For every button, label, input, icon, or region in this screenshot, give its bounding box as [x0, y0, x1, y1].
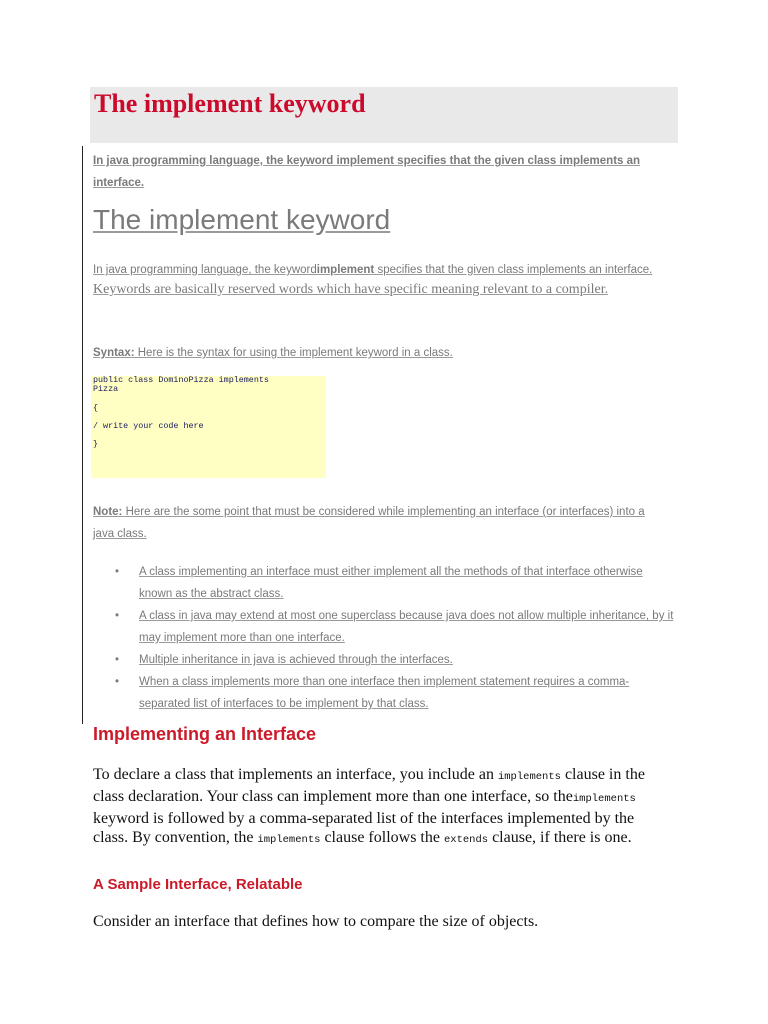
code-implements: implements	[497, 771, 561, 783]
body-paragraph: To declare a class that implements an interface, you include an implements clause in the class declaration. Your class can implement more than one interface, so theimplements keyword is followed by a comma-separated list of the interfaces implemented by the class. By convention, the implements clause follows the extends clause, if there is one.	[93, 766, 645, 846]
para-serif-part: Keywords are basically reserved words which have specific meaning relevant to a compiler.	[93, 282, 609, 297]
syntax-line[interactable]	[93, 343, 453, 363]
para-prefix: In java programming language, the keyword	[93, 264, 317, 276]
code-implements: implements	[257, 834, 321, 846]
bullet-icon: •	[115, 654, 120, 666]
bullet-icon: •	[115, 610, 120, 622]
left-border-rule	[82, 146, 83, 724]
note-label: Note:	[93, 506, 123, 518]
intro-paragraph[interactable]	[93, 260, 673, 300]
code-implements: implements	[572, 793, 636, 805]
code-text: public class DominoPizza implements Pizza { / write your code here }	[93, 375, 269, 450]
list-item[interactable]: • When a class implements more than one interface then implement statement requires a comma-separated list of interfaces to be implement by that class.	[115, 671, 675, 715]
bullet-list	[115, 561, 675, 715]
code-extends: extends	[443, 834, 489, 846]
para-mid: specifies that the given class implements an interface.	[374, 264, 653, 276]
list-item[interactable]: • A class in java may extend at most one superclass because java does not allow multiple inheritance, by it may implement more than one interface.	[115, 605, 675, 649]
closing-paragraph: Consider an interface that defines how to compare the size of objects.	[93, 913, 539, 930]
bullet-icon: •	[115, 676, 120, 688]
sample-interface-heading: A Sample Interface, Relatable	[93, 876, 303, 893]
note-text: Here are the some point that must be considered while implementing an interface (or interfaces) into a java class.	[93, 506, 645, 540]
list-item[interactable]: • A class implementing an interface must either implement all the methods of that interface otherwise known as the abstract class.	[115, 561, 675, 605]
para-keyword: implement	[316, 264, 375, 276]
bullet-icon: •	[115, 566, 120, 578]
code-block	[91, 376, 326, 478]
intro-link-text[interactable]: In java programming language, the keyword implement specifies that the given class implements an interface.	[93, 155, 641, 189]
syntax-text: Here is the syntax for using the implement keyword in a class.	[134, 347, 453, 359]
section-heading-link[interactable]: The implement keyword	[93, 204, 391, 235]
note-paragraph[interactable]	[93, 501, 653, 545]
implementing-heading: Implementing an Interface	[93, 724, 317, 744]
list-item[interactable]: • Multiple inheritance in java is achieved through the interfaces.	[115, 649, 675, 671]
title-banner	[90, 87, 678, 143]
syntax-label: Syntax:	[93, 347, 135, 359]
page-title: The implement keyword	[94, 89, 366, 118]
